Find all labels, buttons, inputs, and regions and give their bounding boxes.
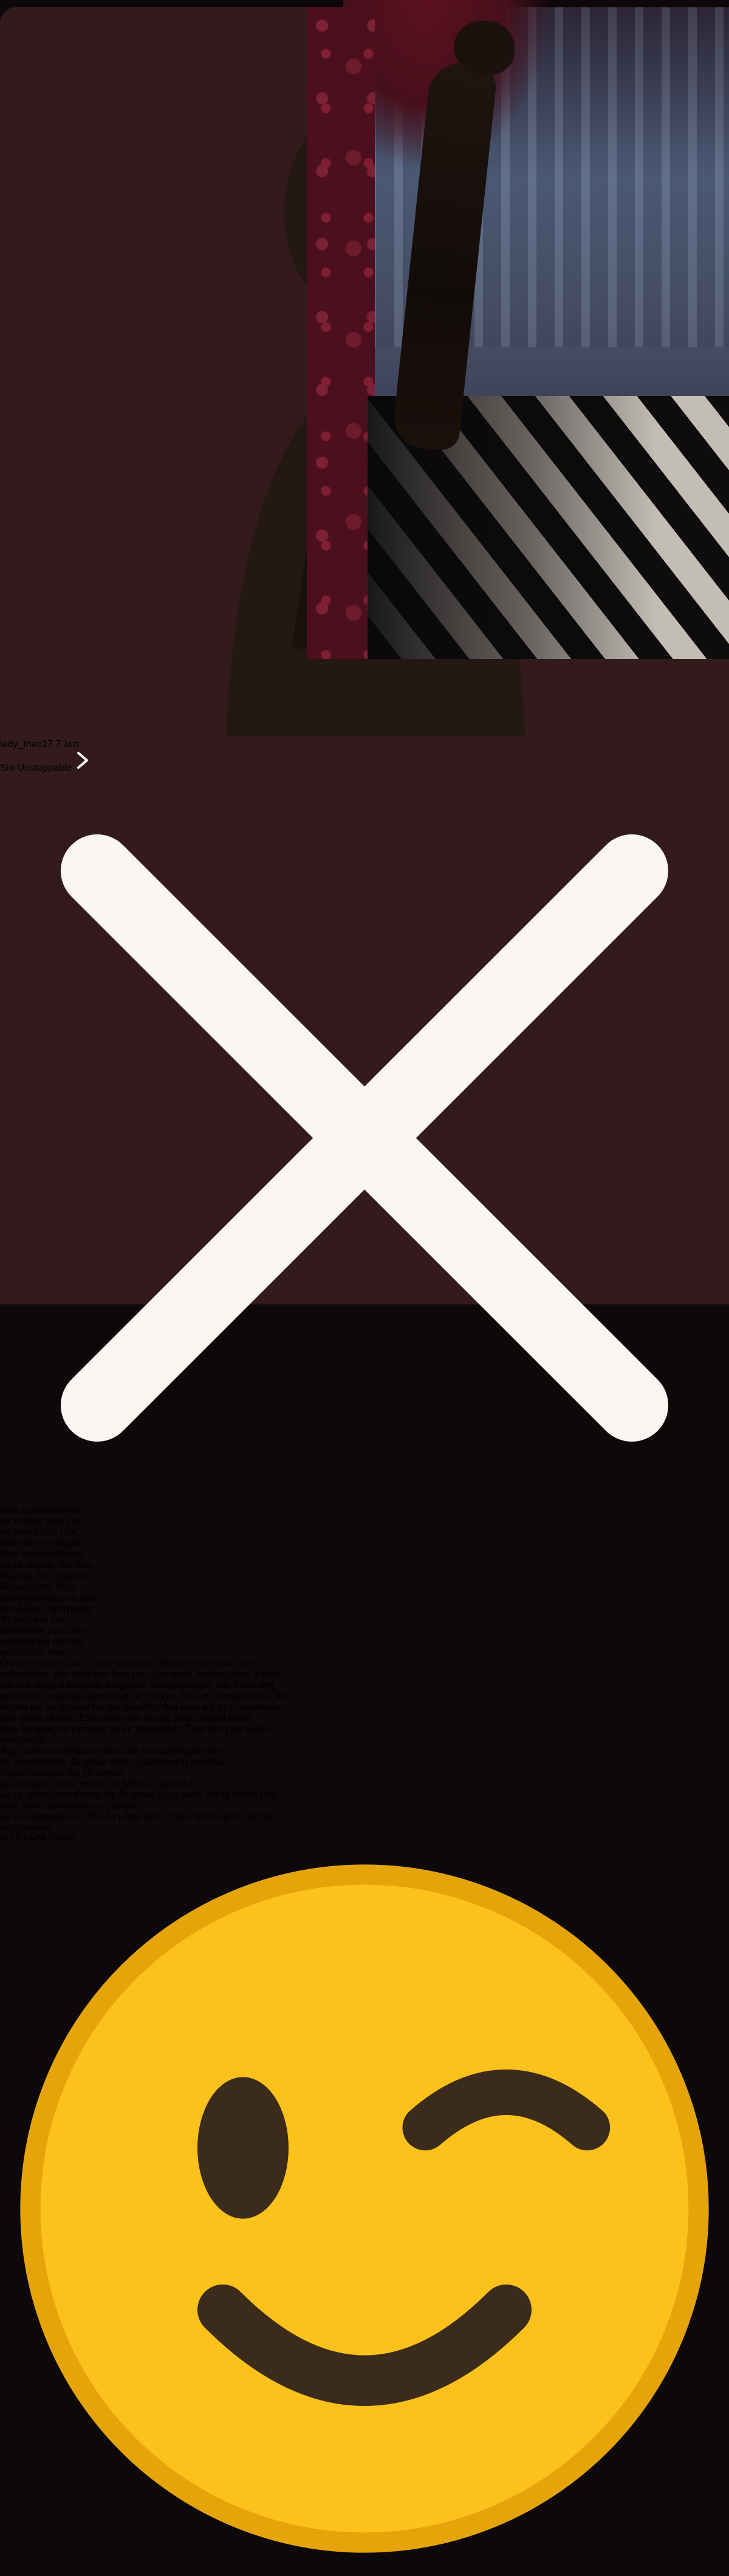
quote-box-4 [0,1746,729,1790]
quote-line: Δε με άφησε ποτέ κανείς, οι άλλοι με χάνουν! [0,1779,193,1789]
quote-line: θυμίσω πως η φωτιά [0,1571,90,1581]
story-photo [307,7,729,659]
quote-line: Μην προσπαθήσεις [0,1549,85,1559]
quote-line: σαγηνεύουν [0,1822,52,1833]
quote-line: φύση του Σκορπιού μέσα από τις στάχτες του να ξαναγεννιέται. Να [0,1691,287,1702]
quote-line: μεγαλύτερα από τις [0,1637,84,1647]
chevron-right-icon [75,763,91,773]
quote-line: να με κάψεις. Θα σου [0,1560,92,1570]
damask-curtain [307,7,375,659]
quote-line: Δε με εκπλήσσει τίποτα και δε χάνω τη γη κάτω απ’τα πόδια μου [0,1790,277,1800]
wink-emoji-icon [0,1844,729,2573]
quote-line: Μην θεωρείς ότι μπορείς να με πληγώσεις. Γιατί δεν έχω πλέον [0,1724,271,1734]
quote-line: φιλοδοξίες σου! [0,1647,67,1658]
quote-box-3 [0,1724,729,1746]
close-icon[interactable] [0,774,729,1505]
story-frame [0,7,729,1844]
quote-line: Είναι στη φύση μου. Είμαι σκορπιός. Όχι από εκείνους που [0,1658,254,1669]
quote-line: μου φύση επίσης. Είμαι μάνα και δεν με βάζει τίποτα κάτω. [0,1713,253,1723]
music-artist: Sia [0,763,15,773]
quote-box-2 [0,1658,729,1724]
quote-line: πέφτει και να σηκώνεται πιο δυνατός. Και είναι και στην γυναικεία [0,1702,280,1712]
quote-line: αισθήματα [0,1735,46,1745]
music-track: Unstoppable [17,763,72,773]
music-separator: · [14,763,18,773]
quote-line: Μην προσπαθήσεις [0,1505,85,1516]
music-attribution[interactable] [0,750,729,774]
quote-line: Δε με ενδιαφέρει να δω. Τα μάτια μου τα έχω πλέον μόνο για να [0,1811,273,1822]
quote-line: γιατί όταν περπατάω η γη τρίζει. [0,1801,138,1811]
story-timestamp: 7 λεπ. [55,739,83,749]
quote-line: προσπαθήσεις να μου [0,1593,97,1603]
quote-line: δεν καίγεται. Μην [0,1582,75,1592]
quote-line: εκδικούνται. Δεν είναι στο δικό μου χέρι αυτό. Αναλαμβάνει ο θεός [0,1669,282,1680]
quote-line: αποδείξεις πράγματα. [0,1604,94,1614]
footer-signature-box [0,1833,729,2576]
quote-line: να παίξεις μαζί μου- [0,1516,86,1527]
quote-line: τις καταστάσεις. Δε χάνω ποτέ, ή μαθαίνω ή κερδίζω. [0,1757,227,1767]
username[interactable]: lady_theo17 [0,739,53,749]
quote-line: Το ένστικτο και η [0,1615,72,1625]
footer-text: Η ΖΕΤΑΡΑ ΕΙΜΑΙ [0,1833,75,1844]
quote-line: παίζεται το παιχνίδι. [0,1538,86,1549]
quote-box-6 [0,1811,729,1833]
quote-line: Απαλλάσσομαι και γλιτώνω ! [0,1768,124,1778]
quote-box-5 [0,1790,729,1811]
woman-face [476,80,553,256]
woman-hair-knot [454,21,515,75]
quote-line: θα σου δείξω πως [0,1527,79,1538]
quote-line: Διαίσθησή μου,είναι [0,1626,86,1636]
quote-line: Έχω μάθει να αντιμετωπίζω όλα τα προβλήματα και [0,1746,222,1756]
quote-line: και στο τέλος ο καθένας πληρώνει το λογαριασμό του. Είναι στη [0,1680,274,1691]
quote-box-1 [0,1505,729,1658]
